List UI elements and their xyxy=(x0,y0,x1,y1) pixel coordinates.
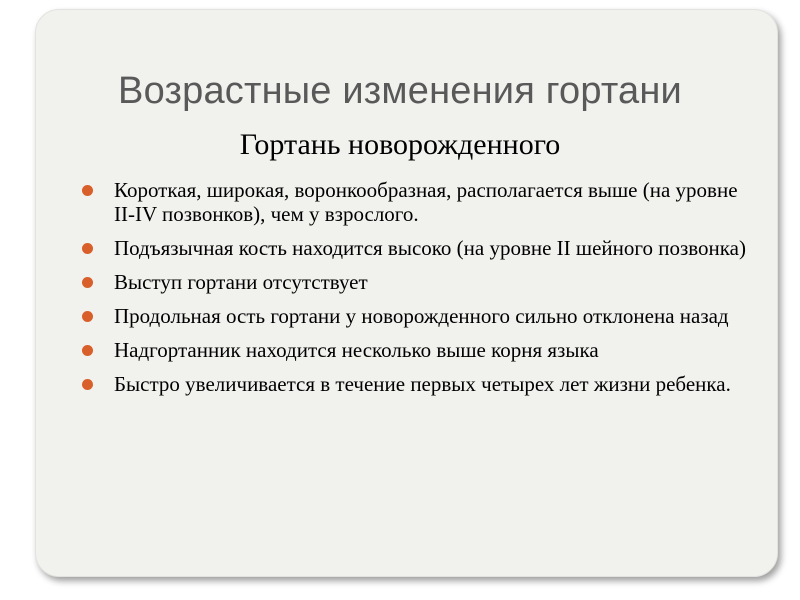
bullet-text: Быстро увеличивается в течение первых четырех лет жизни ребенка. xyxy=(114,372,731,396)
bullet-item xyxy=(82,178,762,226)
bullet-dot-icon xyxy=(82,379,93,390)
bullet-dot-icon xyxy=(82,243,93,254)
bullet-text: Продольная ость гортани у новорожденного сильно отклонена назад xyxy=(114,304,729,328)
bullet-text: Надгортанник находится несколько выше корня языка xyxy=(114,338,599,362)
slide-subtitle: Гортань новорожденного xyxy=(239,128,561,161)
bullet-dot-icon xyxy=(82,185,93,196)
bullet-text: Короткая, широкая, воронкообразная, располагается выше (на уровне II-IV позвонков), чем у взрослого. xyxy=(114,178,738,226)
bullet-dot-icon xyxy=(82,345,93,356)
bullet-item xyxy=(82,304,762,328)
bullet-list xyxy=(82,178,762,406)
bullet-item xyxy=(82,270,762,294)
bullet-item xyxy=(82,372,762,396)
bullet-text: Подъязычная кость находится высоко (на уровне II шейного позвонка) xyxy=(114,236,746,260)
bullet-dot-icon xyxy=(82,311,93,322)
slide-title: Возрастные изменения гортани xyxy=(118,70,682,112)
bullet-item xyxy=(82,338,762,362)
bullet-text: Выступ гортани отсутствует xyxy=(114,270,368,294)
bullet-dot-icon xyxy=(82,277,93,288)
bullet-item xyxy=(82,236,762,260)
